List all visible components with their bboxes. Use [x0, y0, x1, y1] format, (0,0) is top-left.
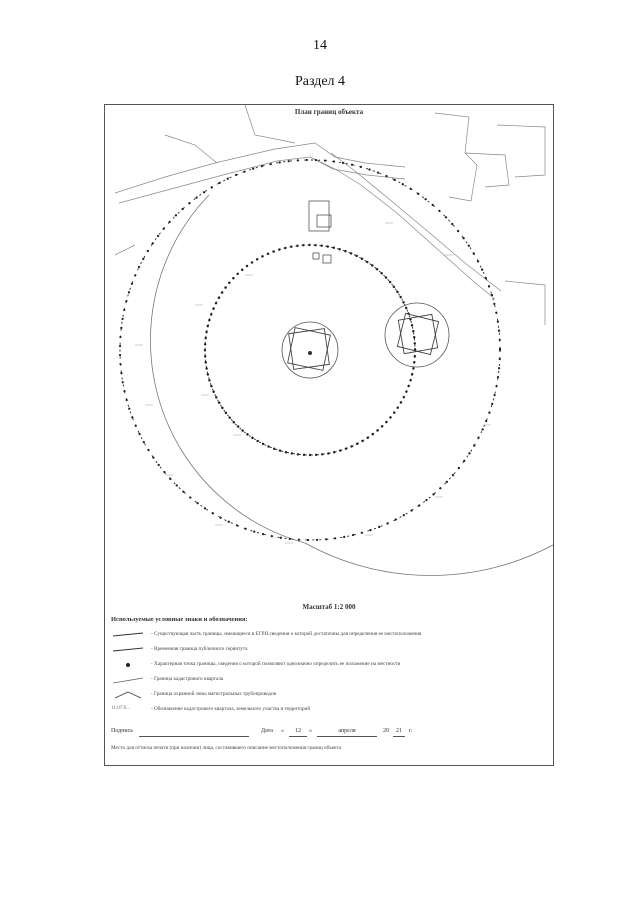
outer-boundary-circle — [120, 160, 500, 540]
date-month: апреля — [317, 728, 377, 737]
legend-item-quarter-boundary: - Граница кадастрового квартала — [111, 674, 547, 686]
stamp-note: Место для оттиска печати (при наличии) лица, составившего описание местоположения границ объекта — [111, 745, 342, 751]
plan-frame — [104, 104, 554, 766]
legend-item-existing-boundary: - Существующая часть границы, имеющиеся в ЕГРН сведения о которой достаточны для определения ее местоположения — [111, 629, 547, 641]
right-zone — [385, 303, 449, 367]
date-label: Дата — [261, 728, 273, 734]
legend-item-temporary-boundary: - Временная граница публичного сервитута — [111, 644, 547, 656]
section-title: Раздел 4 — [294, 74, 346, 89]
legend-title: Используемые условные знаки и обозначения: — [111, 616, 248, 623]
page-number: 14 — [313, 38, 327, 53]
date-year-end: г. — [409, 728, 413, 734]
legend-item-characteristic-point: - Характерная точка границы, сведения о которой позволяют однозначно определить ее положение на местности — [111, 659, 547, 671]
date-day: 12 — [289, 728, 307, 737]
signature-row: Подпись Дата « 12 » апреля 20 21 г. — [111, 728, 547, 740]
signature-label: Подпись — [111, 728, 134, 734]
point-labels — [135, 223, 491, 543]
date-year-suffix: 21 — [393, 728, 405, 737]
legend-item-pipeline-zone: - Граница охранной зоны магистральных трубопроводов — [111, 689, 547, 701]
scale-label: Масштаб 1:2 000 — [302, 603, 356, 611]
legend-quarter-code: 11:07:0... — [111, 706, 130, 711]
signature-line — [139, 728, 249, 737]
legend-item-quarter-label: 11:07:0... - Обозначение кадастрового квартала, земельного участка и территорий — [111, 704, 547, 716]
inner-boundary-circle — [205, 245, 415, 455]
plan-title: План границ объекта — [294, 108, 364, 116]
boundary-map — [105, 105, 553, 605]
building — [309, 201, 331, 263]
date-year-prefix: 20 — [383, 728, 389, 734]
